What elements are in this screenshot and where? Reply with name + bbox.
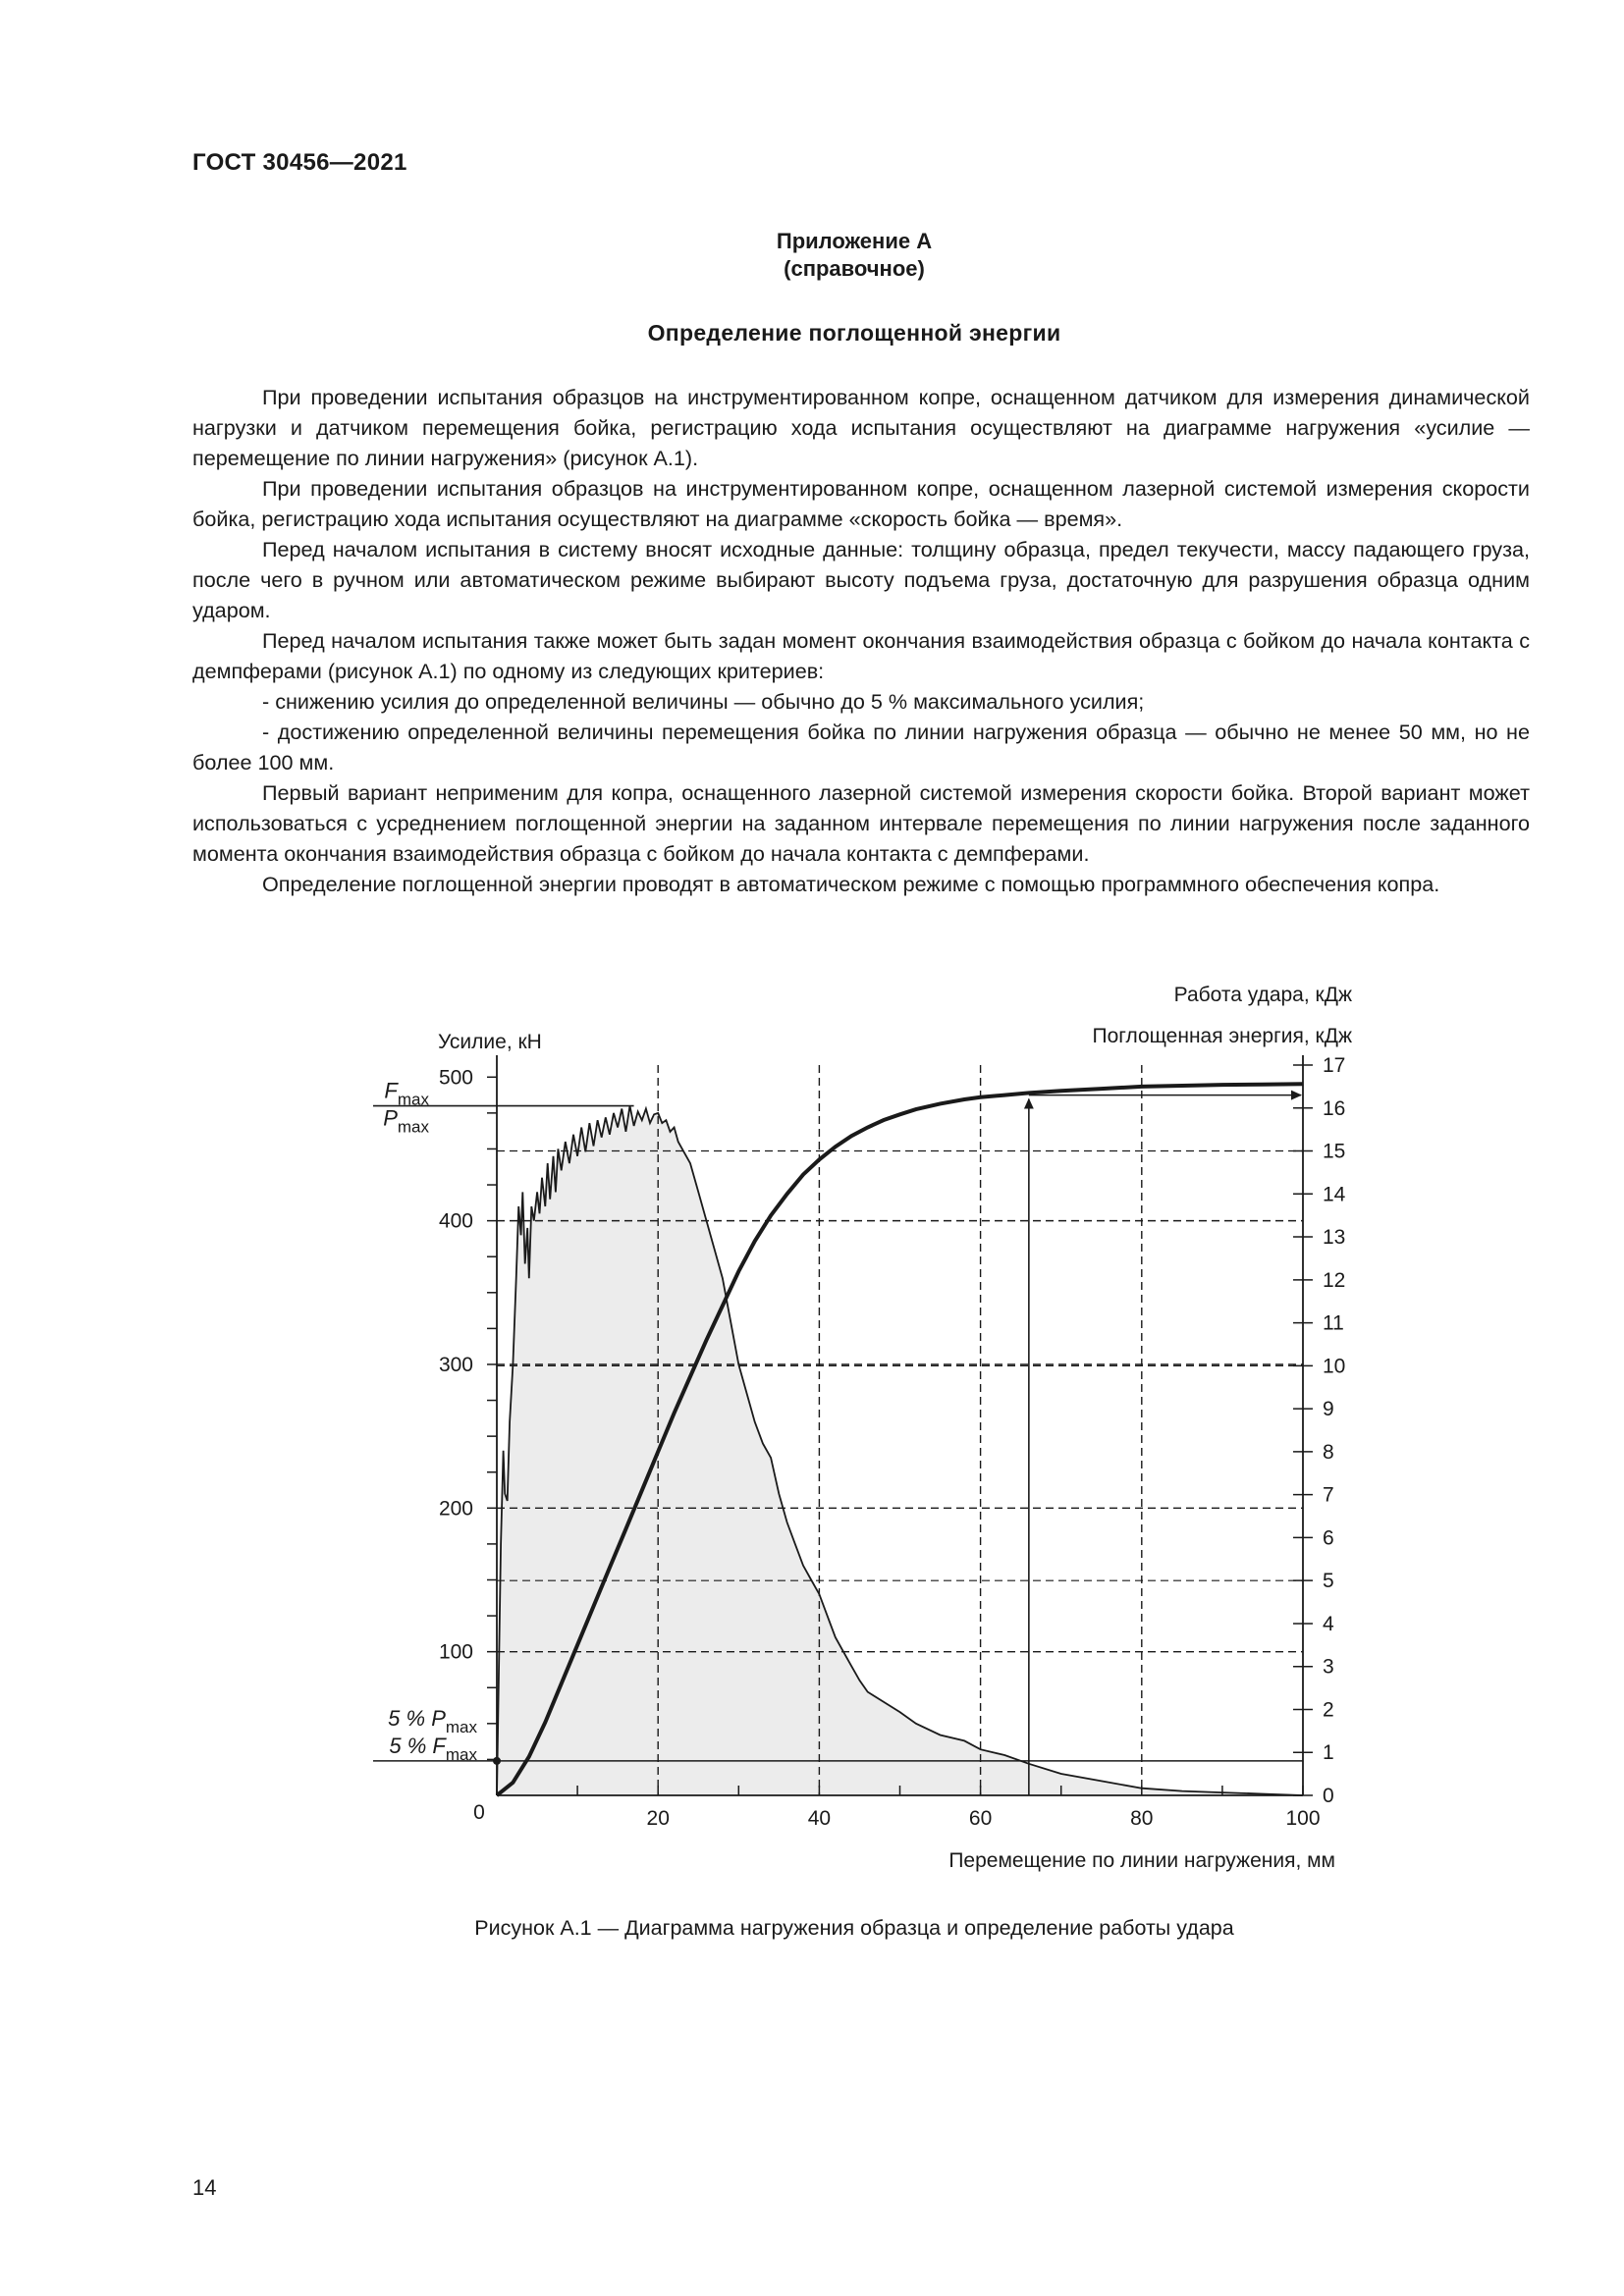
x-axis-title: Перемещение по линии нагружения, мм — [948, 1849, 1335, 1872]
y-left-tick-label: 100 — [438, 1640, 473, 1664]
paragraph: Перед началом испытания также может быть задан момент окончания взаимодействия образца с бойком до начала контакта с демпферами (рисунок А.1) по одному из следующих критериев: — [192, 628, 1530, 683]
x-tick-label: 40 — [807, 1807, 832, 1830]
y-right-tick-label: 5 — [1323, 1570, 1334, 1593]
x-tick-label: 0 — [473, 1801, 485, 1824]
figure — [353, 972, 1375, 1899]
y-right-tick-label: 15 — [1323, 1140, 1346, 1163]
y-right-tick-label: 14 — [1323, 1183, 1346, 1206]
appendix-type: (справочное) — [784, 256, 925, 281]
force-area-fill — [497, 1106, 1303, 1796]
x-tick-label: 60 — [968, 1807, 993, 1830]
y-right-tick-label: 12 — [1323, 1268, 1346, 1292]
fmax-label: $F_{max}$ — [384, 1078, 429, 1109]
appendix-title: Приложение А — [776, 229, 933, 253]
right-axis-title-energy: Поглощенная энергия, кДж — [1092, 1025, 1352, 1047]
y-right-tick-label: 8 — [1323, 1440, 1334, 1464]
y-right-tick-label: 4 — [1323, 1612, 1334, 1635]
paragraph: Первый вариант неприменим для копра, оснащенного лазерной системой измерения скорости бойка. Второй вариант может использоваться с усреднением поглощенной энергии на заданном интервале перемещения по линии нагружения после заданного момента окончания взаимодействия образца с бойком до начала контакта с демпферами. — [192, 780, 1530, 866]
plot-area — [373, 1054, 1346, 1830]
right-axis-title-work: Работа удара, кДж — [1173, 984, 1352, 1006]
load-diagram-chart — [353, 972, 1375, 1895]
y-left-tick-label: 500 — [438, 1066, 473, 1090]
document-code: ГОСТ 30456—2021 — [192, 149, 407, 176]
y-right-tick-label: 9 — [1323, 1398, 1334, 1421]
left-axis-title: Усилие, кН — [438, 1031, 542, 1053]
y-right-tick-label: 10 — [1323, 1355, 1346, 1378]
y-left-tick-label: 400 — [438, 1209, 473, 1233]
pmax-label: $P_{max}$ — [383, 1105, 429, 1137]
figure-caption: Рисунок А.1 — Диаграмма нагружения образца и определение работы удара — [474, 1916, 1234, 1940]
x-tick-label: 20 — [646, 1807, 670, 1830]
x-tick-label: 100 — [1285, 1807, 1321, 1830]
y-left-tick-label: 200 — [438, 1497, 473, 1521]
paragraph: Определение поглощенной энергии проводят в автоматическом режиме с помощью программного обеспечения копра. — [262, 872, 1440, 896]
x-tick-label: 80 — [1130, 1807, 1154, 1830]
paragraph: Перед началом испытания в систему вносят исходные данные: толщину образца, предел текучести, массу падающего груза, после чего в ручном или автоматическом режиме выбирают высоту подъема груза, достаточную для разрушения образца одним ударом. — [192, 537, 1530, 622]
list-item: - достижению определенной величины перемещения бойка по линии нагружения образца — обычно не менее 50 мм, но не более 100 мм. — [192, 720, 1530, 774]
f5-label: 5 % $F_{max}$ — [389, 1733, 477, 1764]
paragraph: При проведении испытания образцов на инструментированном копре, оснащенном лазерной системой измерения скорости бойка, регистрацию хода испытания осуществляют на диаграмме «скорость бойка — время». — [192, 476, 1530, 531]
y-right-tick-label: 3 — [1323, 1655, 1334, 1679]
y-right-tick-label: 16 — [1323, 1096, 1346, 1120]
y-right-tick-label: 6 — [1323, 1526, 1334, 1550]
y-right-tick-label: 11 — [1323, 1311, 1344, 1335]
y-right-tick-label: 17 — [1323, 1054, 1346, 1077]
y-right-tick-label: 2 — [1323, 1698, 1334, 1722]
page-number: 14 — [192, 2175, 217, 2200]
y-right-tick-label: 1 — [1323, 1741, 1334, 1765]
section-title: Определение поглощенной энергии — [647, 320, 1061, 346]
y-right-tick-label: 13 — [1323, 1226, 1346, 1250]
p5-label: 5 % $P_{max}$ — [388, 1705, 477, 1736]
y-left-tick-label: 300 — [438, 1353, 473, 1376]
y-right-tick-label: 7 — [1323, 1483, 1334, 1507]
body-text — [192, 382, 1530, 899]
paragraph: При проведении испытания образцов на инструментированном копре, оснащенном датчиком для измерения динамической нагрузки и датчиком перемещения бойка, регистрацию хода испытания осуществляют на диаграмме нагружения «усилие — перемещение по линии нагружения» (рисунок А.1). — [192, 385, 1530, 470]
list-item: - снижению усилия до определенной величины — обычно до 5 % максимального усилия; — [262, 689, 1145, 714]
y-right-tick-label: 0 — [1323, 1785, 1334, 1807]
